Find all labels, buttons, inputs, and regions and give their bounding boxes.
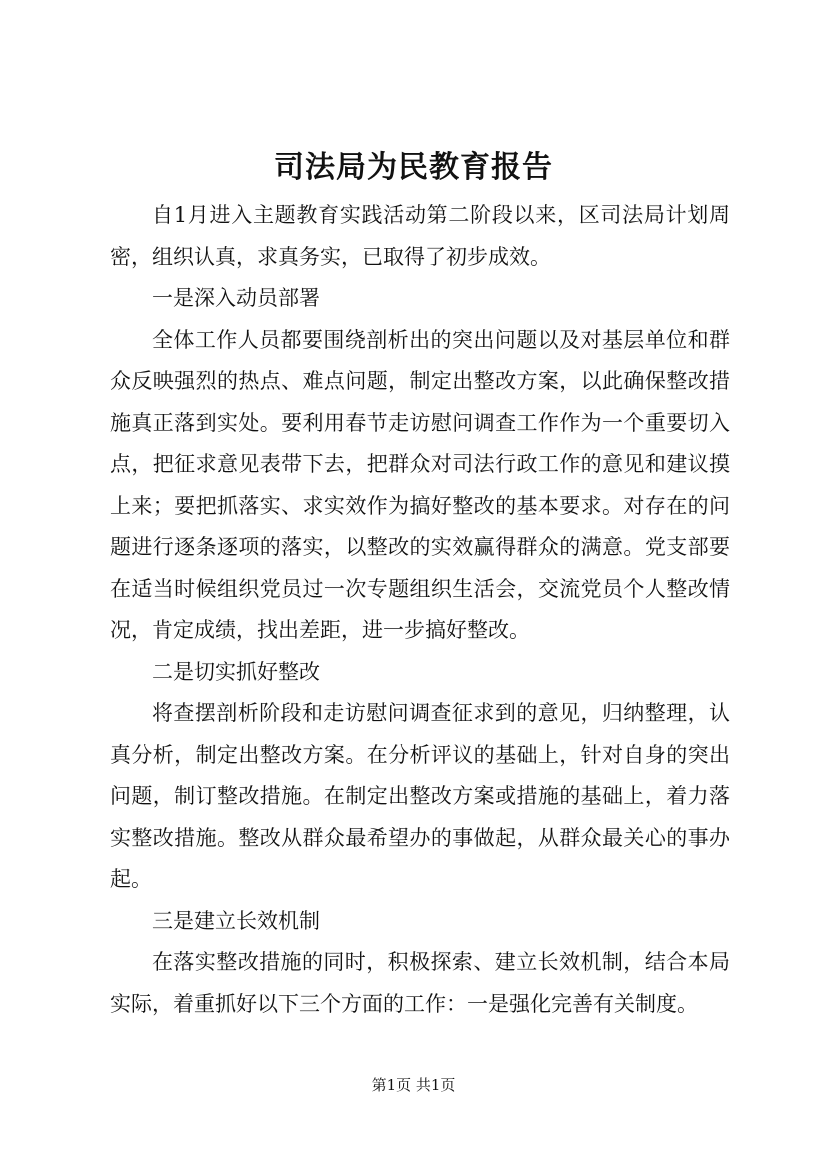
- paragraph-section-1: 全体工作人员都要围绕剖析出的突出问题以及对基层单位和群众反映强烈的热点、难点问题，制定出整改方案，以此确保整改措施真正落到实处。要利用春节走访慰问调查工作作为一个重要切入点，把征求意见表带下去，把群众对司法行政工作的意见和建议摸上来；要把抓落实、求实效作为搞好整改的基本要求。对存在的问题进行逐条逐项的落实，以整改的实效赢得群众的满意。党支部要在适当时候组织党员过一次专题组织生活会，交流党员个人整改情况，肯定成绩，找出差距，进一步搞好整改。: [110, 327, 730, 642]
- paragraph-intro: 自1月进入主题教育实践活动第二阶段以来，区司法局计划周密，组织认真，求真务实，已取得了初步成效。: [110, 203, 730, 269]
- section-heading-3: 三是建立长效机制: [152, 908, 320, 933]
- document-body: [110, 195, 730, 1025]
- paragraph-section-2: 将查摆剖析阶段和走访慰问调查征求到的意见，归纳整理，认真分析，制定出整改方案。在分析评议的基础上，针对自身的突出问题，制订整改措施。在制定出整改方案或措施的基础上，着力落实整改措施。整改从群众最希望办的事做起，从群众最关心的事办起。: [110, 701, 730, 891]
- paragraph-section-3: 在落实整改措施的同时，积极探索、建立长效机制，结合本局实际，着重抓好以下三个方面的工作：一是强化完善有关制度。: [110, 950, 730, 1016]
- document-title: 司法局为民教育报告: [274, 150, 553, 185]
- section-heading-2: 二是切实抓好整改: [152, 659, 320, 684]
- section-heading-1: 一是深入动员部署: [152, 286, 320, 310]
- page-footer: 第1页 共1页: [371, 1076, 456, 1094]
